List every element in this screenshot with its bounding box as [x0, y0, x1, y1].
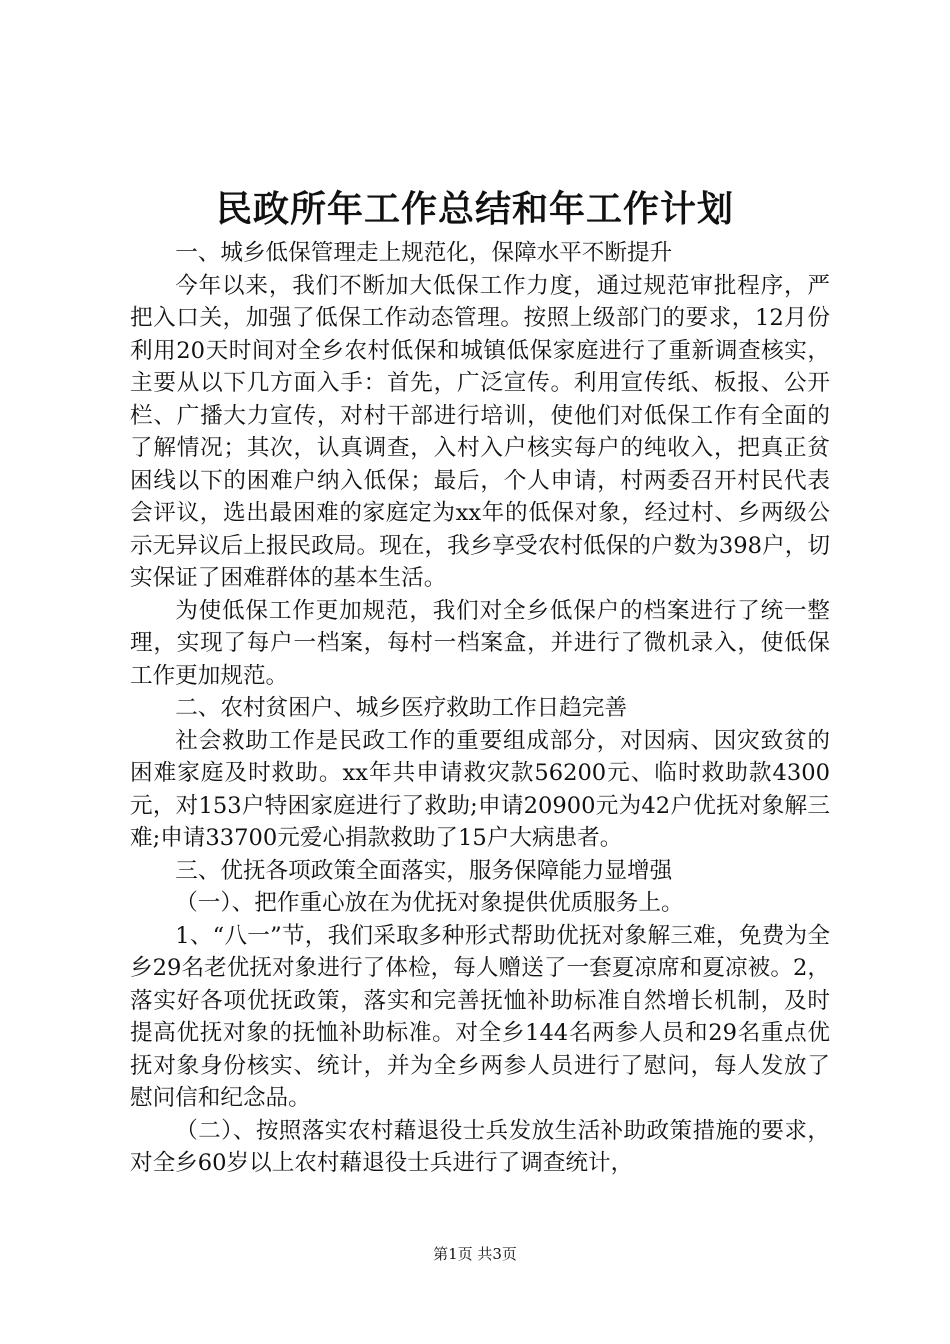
section-heading-2: 二、农村贫困户、城乡医疗救助工作日趋完善 [175, 695, 628, 721]
paragraph: 社会救助工作是民政工作的重要组成部分，对因病、因灾致贫的困难家庭及时救助。xx年共申请救灾款56200元、临时救助款4300元，对153户特困家庭进行了救助;申请20900元为42户优抚对象解三难;申请33700元爱心捐款救助了15户大病患者。 [130, 727, 830, 851]
document-body [130, 237, 830, 1180]
paragraph: 1、“八一”节，我们采取多种形式帮助优抚对象解三难，免费为全乡29名老优抚对象进行了体检，每人赠送了一套夏凉席和夏凉被。2，落实好各项优抚政策，落实和完善抚恤补助标准自然增长机制，及时提高优抚对象的抚恤补助标准。对全乡144名两参人员和29名重点优抚对象身份核实、统计，并为全乡两参人员进行了慰问，每人发放了慰问信和纪念品。 [130, 922, 830, 1111]
subsection-heading: （一）、把作重心放在为优抚对象提供优质服务上。 [175, 890, 684, 916]
section-heading-1: 一、城乡低保管理走上规范化，保障水平不断提升 [175, 240, 673, 266]
paragraph: 今年以来，我们不断加大低保工作力度，通过规范审批程序，严把入口关，加强了低保工作动态管理。按照上级部门的要求，12月份利用20天时间对全乡农村低保和城镇低保家庭进行了重新调查核实，主要从以下几方面入手：首先，广泛宣传。利用宣传纸、板报、公开栏、广播大力宣传，对村干部进行培训，使他们对低保工作有全面的了解情况；其次，认真调查，入村入户核实每户的纯收入，把真正贫困线以下的困难户纳入低保；最后，个人申请，村两委召开村民代表会评议，选出最困难的家庭定为xx年的低保对象，经过村、乡两级公示无异议后上报民政局。现在，我乡享受农村低保的户数为398户，切实保证了困难群体的基本生活。 [130, 272, 830, 591]
section-heading-3: 三、优抚各项政策全面落实，服务保障能力显增强 [175, 857, 673, 884]
document-title: 民政所年工作总结和年工作计划 [215, 188, 734, 230]
paragraph: （二）、按照落实农村藉退役士兵发放生活补助政策措施的要求，对全乡60岁以上农村藉退役士兵进行了调查统计， [130, 1117, 830, 1176]
paragraph: 为使低保工作更加规范，我们对全乡低保户的档案进行了统一整理，实现了每户一档案，每村一档案盒，并进行了微机录入，使低保工作更加规范。 [130, 597, 830, 689]
page-footer: 第1页 共3页 [433, 1245, 517, 1263]
